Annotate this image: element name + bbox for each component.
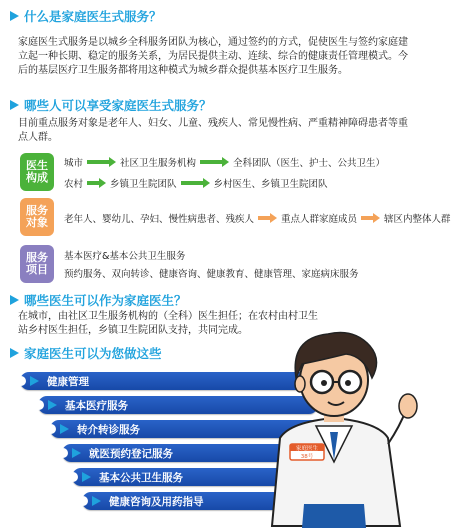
service-bar-1: 健康管理 bbox=[20, 372, 310, 390]
targets-badge: 服务对象 bbox=[20, 198, 54, 236]
arrow-right-icon bbox=[87, 178, 106, 188]
arrow-right-icon bbox=[361, 213, 380, 223]
arrow-right-icon bbox=[200, 157, 229, 167]
service-bar-5: 基本公共卫生服务 bbox=[72, 468, 334, 486]
service-bar-3: 转介转诊服务 bbox=[50, 420, 320, 438]
items-line2: 预约服务、双向转诊、健康咨询、健康教育、健康管理、家庭病床服务 bbox=[64, 269, 359, 280]
section-who-title: 哪些人可以享受家庭医生式服务？ bbox=[24, 98, 212, 113]
arrow-right-icon bbox=[87, 157, 116, 167]
doctor-illustration bbox=[250, 326, 418, 528]
raised-hand bbox=[399, 394, 417, 418]
section-who-text: 目前重点服务对象是老年人、妇女、儿童、残疾人、常见慢性病、严重精神障碍患者等重点人群。 bbox=[18, 118, 408, 143]
triangle-bullet-icon bbox=[10, 100, 19, 110]
rural-step1: 乡镇卫生院团队 bbox=[110, 179, 177, 190]
urban-step1: 社区卫生服务机构 bbox=[120, 158, 197, 169]
triangle-bullet-icon bbox=[10, 348, 19, 358]
triangle-bullet-icon bbox=[10, 295, 19, 305]
urban-label: 城市 bbox=[64, 158, 84, 169]
section-what-heading bbox=[10, 7, 162, 25]
service-bar-2: 基本医疗服务 bbox=[38, 396, 318, 414]
composition-badge: 医生构成 bbox=[20, 153, 54, 191]
section-which-text: 在城市，由社区卫生服务机构的（全科）医生担任；在农村由村卫生站乡村医生担任，乡镇卫生院团队支持，共同完成。 bbox=[18, 311, 318, 336]
section-who-heading bbox=[10, 96, 212, 114]
badge-number: 38号 bbox=[300, 454, 314, 460]
composition-rural-row bbox=[64, 176, 328, 190]
section-services-heading bbox=[10, 344, 162, 362]
section-what-title: 什么是家庭医生式服务？ bbox=[24, 9, 162, 24]
section-which-heading bbox=[10, 291, 187, 309]
targets-step1: 重点人群家庭成员 bbox=[281, 214, 358, 225]
service-bar-4: 就医预约登记服务 bbox=[62, 444, 324, 462]
section-which-title: 哪些医生可以作为家庭医生？ bbox=[24, 293, 187, 308]
arrow-right-icon bbox=[181, 178, 210, 188]
composition-urban-row bbox=[64, 155, 385, 169]
targets-row bbox=[64, 211, 451, 225]
arrow-right-icon bbox=[258, 213, 277, 223]
items-badge: 服务项目 bbox=[20, 245, 54, 283]
items-line1: 基本医疗&基本公共卫生服务 bbox=[64, 251, 186, 262]
service-bar-6: 健康咨询及用药指导 bbox=[82, 492, 344, 510]
triangle-bullet-icon bbox=[10, 11, 19, 21]
rural-label: 农村 bbox=[64, 179, 84, 190]
section-what-text: 家庭医生式服务是以城乡全科服务团队为核心，通过签约的方式，促使医生与签约家庭建立起一种长期、稳定的服务关系，为居民提供主动、连续、综合的健康责任管理模式。今后的基层医疗卫生服务都将用这种模式为城乡群众提供基本医疗卫生服务。 bbox=[18, 37, 408, 76]
urban-step2: 全科团队（医生、护士、公共卫生） bbox=[233, 158, 386, 169]
badge-title: 家庭医生 bbox=[295, 446, 319, 452]
targets-groups: 老年人、婴幼儿、孕妇、慢性病患者、残疾人 bbox=[64, 214, 255, 225]
section-services-title: 家庭医生可以为您做这些 bbox=[24, 346, 162, 361]
targets-step2: 辖区内整体人群 bbox=[384, 214, 451, 225]
rural-step2: 乡村医生、乡镇卫生院团队 bbox=[213, 179, 328, 190]
